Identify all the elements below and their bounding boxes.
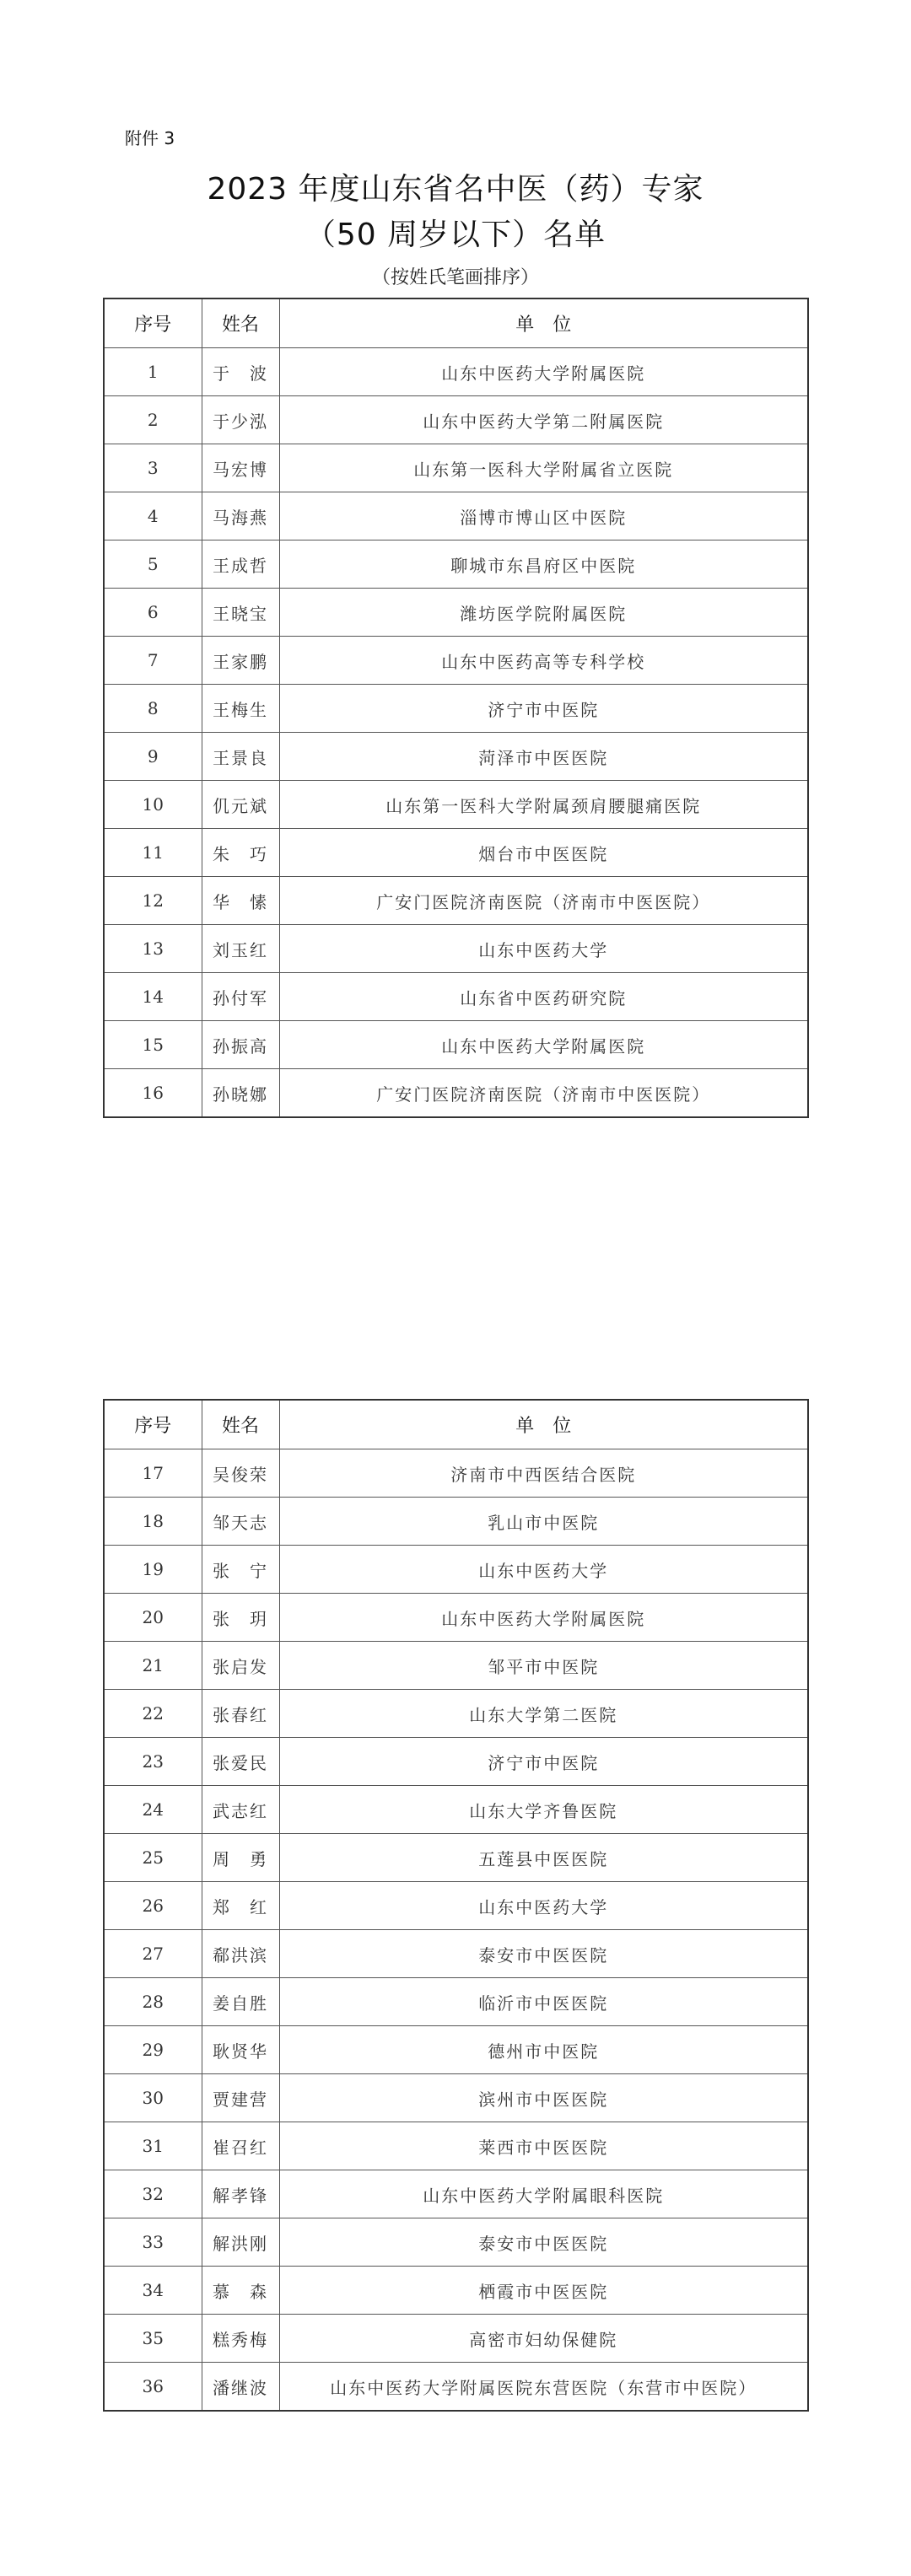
row-unit: 山东中医药大学附属医院	[279, 348, 808, 396]
row-index: 2	[104, 396, 202, 444]
row-index: 36	[104, 2363, 202, 2412]
row-index: 11	[104, 829, 202, 877]
row-index: 5	[104, 540, 202, 589]
table-row	[104, 540, 808, 589]
table-row	[104, 1546, 808, 1594]
row-index: 4	[104, 492, 202, 540]
header-name: 姓名	[202, 1400, 279, 1449]
table-header-row	[104, 298, 808, 348]
row-name: 王景良	[202, 733, 279, 781]
row-name: 潘继波	[202, 2363, 279, 2412]
row-index: 31	[104, 2122, 202, 2170]
row-name: 马宏博	[202, 444, 279, 492]
row-name: 慕 森	[202, 2267, 279, 2315]
table-row	[104, 1449, 808, 1498]
table-row	[104, 1690, 808, 1738]
row-index: 33	[104, 2218, 202, 2267]
table-row	[104, 1930, 808, 1978]
row-name: 马海燕	[202, 492, 279, 540]
row-unit: 栖霞市中医医院	[279, 2267, 808, 2315]
table-row	[104, 2363, 808, 2412]
document-title-line2: （50 周岁以下）名单	[305, 218, 606, 252]
row-unit: 滨州市中医医院	[279, 2074, 808, 2122]
table-row	[104, 1834, 808, 1882]
row-name: 仉元斌	[202, 781, 279, 829]
row-unit: 潍坊医学院附属医院	[279, 589, 808, 637]
row-unit: 聊城市东昌府区中医院	[279, 540, 808, 589]
header-index: 序号	[104, 298, 202, 348]
row-index: 24	[104, 1786, 202, 1834]
table-row	[104, 1594, 808, 1642]
row-index: 25	[104, 1834, 202, 1882]
row-index: 34	[104, 2267, 202, 2315]
document-title-line1: 2023 年度山东省名中医（药）专家	[207, 172, 704, 207]
row-unit: 山东第一医科大学附属颈肩腰腿痛医院	[279, 781, 808, 829]
row-unit: 山东中医药大学	[279, 1546, 808, 1594]
row-unit: 山东中医药大学附属医院	[279, 1021, 808, 1069]
table-row	[104, 637, 808, 685]
table-row	[104, 2122, 808, 2170]
row-unit: 山东省中医药研究院	[279, 973, 808, 1021]
row-name: 崔召红	[202, 2122, 279, 2170]
table-row	[104, 781, 808, 829]
row-unit: 广安门医院济南医院（济南市中医医院）	[279, 1069, 808, 1118]
table-row	[104, 2074, 808, 2122]
table-row	[104, 1642, 808, 1690]
row-name: 王家鹏	[202, 637, 279, 685]
row-name: 张春红	[202, 1690, 279, 1738]
row-unit: 莱西市中医医院	[279, 2122, 808, 2170]
row-unit: 山东中医药高等专科学校	[279, 637, 808, 685]
row-unit: 泰安市中医医院	[279, 1930, 808, 1978]
row-index: 12	[104, 877, 202, 925]
row-unit: 山东大学齐鲁医院	[279, 1786, 808, 1834]
row-unit: 临沂市中医医院	[279, 1978, 808, 2026]
table-row	[104, 396, 808, 444]
row-index: 17	[104, 1449, 202, 1498]
row-unit: 山东第一医科大学附属省立医院	[279, 444, 808, 492]
row-unit: 山东中医药大学	[279, 925, 808, 973]
table-row	[104, 444, 808, 492]
table-row	[104, 348, 808, 396]
row-index: 35	[104, 2315, 202, 2363]
row-name: 张 玥	[202, 1594, 279, 1642]
table-row	[104, 2026, 808, 2074]
row-name: 孙晓娜	[202, 1069, 279, 1118]
row-name: 吴俊荣	[202, 1449, 279, 1498]
table-row	[104, 925, 808, 973]
row-index: 20	[104, 1594, 202, 1642]
row-name: 孙付军	[202, 973, 279, 1021]
row-index: 6	[104, 589, 202, 637]
table-row	[104, 973, 808, 1021]
row-unit: 广安门医院济南医院（济南市中医医院）	[279, 877, 808, 925]
row-unit: 山东中医药大学第二附属医院	[279, 396, 808, 444]
row-index: 27	[104, 1930, 202, 1978]
row-index: 32	[104, 2170, 202, 2218]
row-index: 14	[104, 973, 202, 1021]
row-index: 16	[104, 1069, 202, 1118]
table-row	[104, 2315, 808, 2363]
row-index: 22	[104, 1690, 202, 1738]
row-index: 26	[104, 1882, 202, 1930]
row-index: 21	[104, 1642, 202, 1690]
row-index: 13	[104, 925, 202, 973]
table-row	[104, 1069, 808, 1118]
row-name: 郗洪滨	[202, 1930, 279, 1978]
row-unit: 菏泽市中医医院	[279, 733, 808, 781]
table-row	[104, 1738, 808, 1786]
expert-table-page1	[103, 298, 809, 1118]
row-name: 糕秀梅	[202, 2315, 279, 2363]
row-name: 邹天志	[202, 1498, 279, 1546]
table-row	[104, 685, 808, 733]
header-name: 姓名	[202, 298, 279, 348]
row-unit: 山东中医药大学附属医院东营医院（东营市中医院）	[279, 2363, 808, 2412]
table-header-row	[104, 1400, 808, 1449]
expert-table-page2	[103, 1399, 809, 2412]
row-name: 王成哲	[202, 540, 279, 589]
row-index: 19	[104, 1546, 202, 1594]
row-index: 9	[104, 733, 202, 781]
row-index: 1	[104, 348, 202, 396]
row-index: 29	[104, 2026, 202, 2074]
row-unit: 乳山市中医院	[279, 1498, 808, 1546]
table-row	[104, 2170, 808, 2218]
row-unit: 山东中医药大学附属眼科医院	[279, 2170, 808, 2218]
row-name: 解洪刚	[202, 2218, 279, 2267]
document-subtitle: （按姓氏笔画排序）	[371, 267, 539, 288]
table-row	[104, 2218, 808, 2267]
row-unit: 烟台市中医医院	[279, 829, 808, 877]
row-unit: 五莲县中医医院	[279, 1834, 808, 1882]
header-index: 序号	[104, 1400, 202, 1449]
row-unit: 淄博市博山区中医院	[279, 492, 808, 540]
row-name: 耿贤华	[202, 2026, 279, 2074]
table-row	[104, 2267, 808, 2315]
table-row	[104, 1882, 808, 1930]
row-name: 孙振高	[202, 1021, 279, 1069]
row-name: 解孝锋	[202, 2170, 279, 2218]
table-row	[104, 1786, 808, 1834]
row-unit: 山东中医药大学附属医院	[279, 1594, 808, 1642]
row-index: 8	[104, 685, 202, 733]
row-unit: 山东大学第二医院	[279, 1690, 808, 1738]
row-index: 15	[104, 1021, 202, 1069]
row-index: 10	[104, 781, 202, 829]
row-name: 华 愫	[202, 877, 279, 925]
row-name: 郑 红	[202, 1882, 279, 1930]
table-row	[104, 1978, 808, 2026]
row-unit: 泰安市中医医院	[279, 2218, 808, 2267]
row-name: 武志红	[202, 1786, 279, 1834]
row-name: 朱 巧	[202, 829, 279, 877]
row-name: 刘玉红	[202, 925, 279, 973]
row-unit: 高密市妇幼保健院	[279, 2315, 808, 2363]
row-name: 姜自胜	[202, 1978, 279, 2026]
row-name: 于 波	[202, 348, 279, 396]
row-name: 周 勇	[202, 1834, 279, 1882]
header-unit: 单 位	[279, 1400, 808, 1449]
row-name: 张 宁	[202, 1546, 279, 1594]
table-row	[104, 1021, 808, 1069]
row-index: 18	[104, 1498, 202, 1546]
table-row	[104, 492, 808, 540]
row-unit: 邹平市中医院	[279, 1642, 808, 1690]
row-unit: 德州市中医院	[279, 2026, 808, 2074]
row-name: 王晓宝	[202, 589, 279, 637]
row-index: 28	[104, 1978, 202, 2026]
table-row	[104, 1498, 808, 1546]
header-unit: 单 位	[279, 298, 808, 348]
attachment-label: 附件 3	[125, 128, 175, 148]
row-index: 30	[104, 2074, 202, 2122]
row-unit: 济宁市中医院	[279, 1738, 808, 1786]
row-index: 3	[104, 444, 202, 492]
table-row	[104, 829, 808, 877]
row-unit: 济南市中西医结合医院	[279, 1449, 808, 1498]
table-row	[104, 589, 808, 637]
row-name: 贾建营	[202, 2074, 279, 2122]
row-unit: 济宁市中医院	[279, 685, 808, 733]
row-name: 张爱民	[202, 1738, 279, 1786]
table-row	[104, 733, 808, 781]
row-index: 7	[104, 637, 202, 685]
table-body-page2	[104, 1449, 808, 2412]
row-name: 于少泓	[202, 396, 279, 444]
row-index: 23	[104, 1738, 202, 1786]
row-name: 张启发	[202, 1642, 279, 1690]
row-name: 王梅生	[202, 685, 279, 733]
row-unit: 山东中医药大学	[279, 1882, 808, 1930]
table-row	[104, 877, 808, 925]
table-body-page1	[104, 348, 808, 1118]
